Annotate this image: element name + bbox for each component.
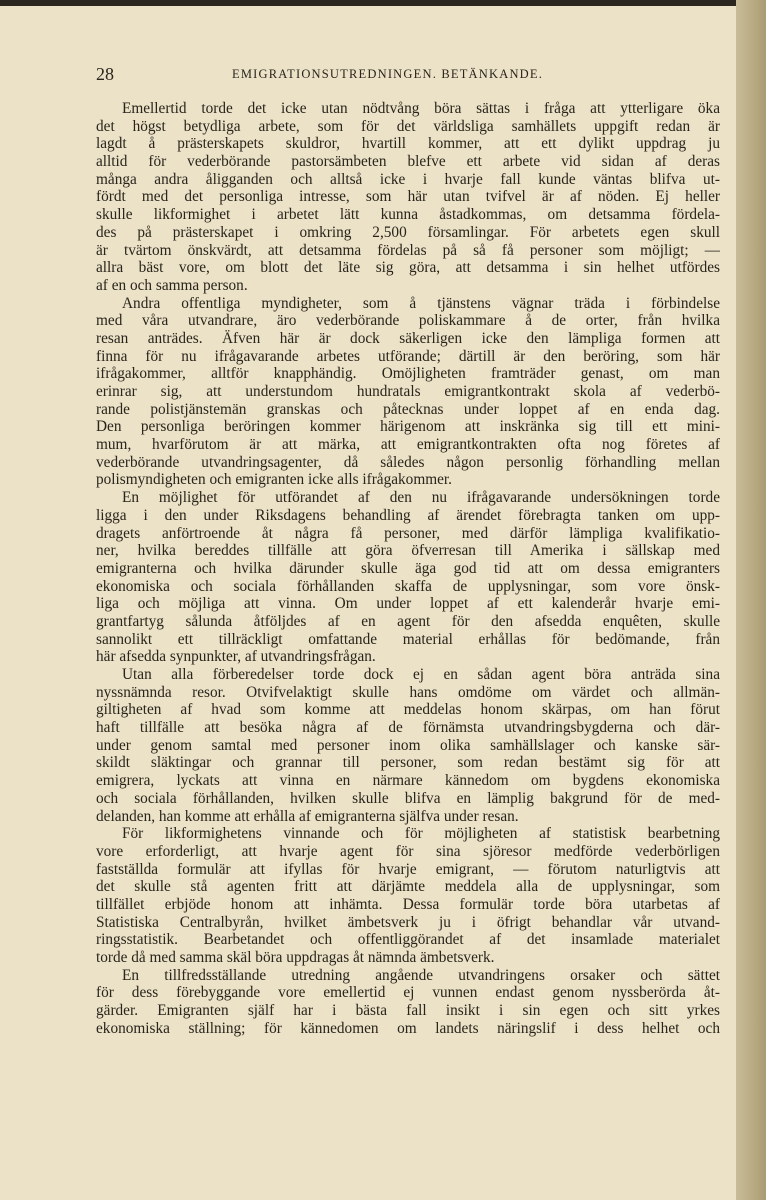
text-line: polismyndigheten och emigranten icke alls ifrågakommer. [96, 471, 452, 489]
text-line: ringsstatistik. Bearbetandet och offentliggörandet af det insamlade materialet [96, 931, 720, 949]
text-line: Den personliga beröringen kommer härigenom att inskränka sig till ett mini- [96, 418, 720, 436]
text-line: alltid för vederbörande pastorsämbeten blefve ett arbete vid sidan af deras [96, 153, 720, 171]
body-text [96, 100, 720, 1037]
text-line: ekonomiska ställning; för kännedomen om landets näringslif i dess helhet och [96, 1019, 720, 1037]
paragraph [96, 489, 720, 666]
text-line: här afsedda synpunkter, af utvandringsfrågan. [96, 648, 376, 666]
text-line: haft tillfälle att besöka några af de förnämsta utvandringsbygderna och där- [96, 719, 720, 737]
text-line: dragets anförtroende åt några få personer, med därför lämpliga kvalifikatio- [96, 524, 720, 542]
paragraph [96, 967, 720, 1038]
text-line: nyssnämnda resor. Otvifvelaktigt skulle hans omdöme om värdet och allmän- [96, 683, 720, 701]
text-line: det högst betydliga arbete, som för det världsliga samhällets uppgift redan är [96, 117, 720, 135]
text-line: af en och samma person. [96, 276, 248, 294]
text-line: lagdt å prästerskapets skuldror, hvartill kommer, att ett dylikt uppdrag ju [96, 135, 720, 153]
text-line: ner, hvilka bereddes tillfälle att göra öfverresan till Amerika i sällskap med [96, 542, 720, 560]
text-line: emigrera, lyckats att vinna en närmare kännedom om bygdens ekonomiska [96, 772, 720, 790]
page-number: 28 [96, 64, 114, 84]
text-line: mum, hvarförutom är att märka, att emigrantkontrakten ofta nog företes af [96, 436, 720, 454]
text-line: En möjlighet för utförandet af den nu ifrågavarande undersökningen torde [122, 489, 720, 507]
text-line: resan anträdes. Äfven här är dock säkerligen icke den lämpliga formen att [96, 329, 720, 347]
paragraph [96, 100, 720, 295]
text-line: ekonomiska och sociala förhållanden skaffa de upplysningar, som vore önsk- [96, 577, 720, 595]
text-line: liga och möjliga att vinna. Om under loppet af ett kalenderår hvarje emi- [96, 595, 720, 613]
text-line: Utan alla förberedelser torde dock ej en sådan agent böra anträda sina [122, 666, 720, 683]
text-line: är tvärtom önskvärdt, att detsamma fördelas på så få personer som möjligt; — [96, 241, 720, 259]
text-line: tillfället erbjöde honom att inhämta. Dessa formulär torde böra utarbetas af [96, 895, 720, 913]
text-line: Emellertid torde det icke utan nödtvång böra sättas i fråga att ytterligare öka [122, 100, 720, 117]
text-line: des på prästerskapet i omkring 2,500 församlingar. För arbetets egen skull [96, 223, 720, 241]
running-head: EMIGRATIONSUTREDNINGEN. BETÄNKANDE. [232, 67, 544, 81]
paragraph [96, 295, 720, 490]
text-line: allra bäst vore, om blott det läte sig göra, att detsamma i sin helhet utfördes [96, 259, 720, 277]
text-line: grantfartyg sålunda åtföljdes af en agent för den afsedda enquêten, skulle [96, 612, 720, 630]
text-line: under genom samtal med personer inom olika samhällslager och kanske sär- [96, 736, 720, 754]
text-line: det skulle stå agenten fritt att därjämte meddela alla de upplysningar, som [96, 878, 720, 896]
text-line: ifrågakommer, alltför knapphändig. Omöjligheten framträder genast, om man [96, 365, 720, 383]
text-line: gärder. Emigranten själf har i bästa fall insikt i sin egen och sitt yrkes [96, 1002, 720, 1020]
text-line: En tillfredsställande utredning angående utvandringens orsaker och sättet [122, 966, 720, 984]
text-line: många andra åligganden och alltså icke i hvarje fall kunde väntas blifva ut- [96, 170, 720, 188]
text-line: fördt med det personliga intresse, som här utan tvifvel är af nöden. Ej heller [96, 188, 720, 206]
text-line: för dess förebyggande vore emellertid ej vunnen endast genom nyssberörda åt- [96, 984, 720, 1002]
text-line: och sociala förhållanden, hvilken skulle blifva en lämplig bakgrund för de med- [96, 789, 720, 807]
text-line: giltigheten af hvad som komme att meddelas honom skärpas, om han förut [96, 701, 720, 719]
text-line: vederbörande utvandringsagenter, då således någon personlig förhandling mellan [96, 453, 720, 471]
text-line: Andra offentliga myndigheter, som å tjänstens vägnar träda i förbindelse [122, 294, 720, 312]
text-line: emigranterna och hvilka därunder skulle äga god tid att om dessa emigranters [96, 559, 720, 577]
text-line: delanden, han komme att erhålla af emigranterna själfva under resan. [96, 807, 519, 825]
text-line: sannolikt ett tillräckligt omfattande material erhållas för bedömande, från [96, 630, 720, 648]
text-line: torde då med samma skäl böra uppdragas åt nämnda ämbetsverk. [96, 949, 495, 966]
text-line: skulle likformighet i arbetet lätt kunna åstadkommas, om detsamma fördela- [96, 206, 720, 224]
paragraph [96, 666, 720, 825]
text-line: fastställda formulär att ifyllas för hvarje emigrant, — förutom naturligtvis att [96, 860, 720, 878]
page-header [96, 64, 720, 88]
paragraph [96, 825, 720, 967]
text-line: ligga i den under Riksdagens behandling af ärendet förebragta tanken om upp- [96, 506, 720, 524]
text-line: För likformighetens vinnande och för möjligheten af statistisk bearbetning [122, 825, 720, 843]
text-line: erinrar sig, att understundom hundratals emigrantkontrakt skola af vederbö- [96, 383, 720, 400]
text-line: finna för nu ifrågavarande arbetes utförande; därtill är den beröring, som här [96, 347, 720, 365]
text-line: Statistiska Centralbyrån, hvilket ämbetsverk ju i öfrigt behandlar vår utvand- [96, 913, 720, 931]
text-line: vore erforderligt, att hvarje agent för sina sjöresor medförde vederbörligen [96, 842, 720, 860]
text-line: med våra utvandrare, äro vederbörande poliskammare å de orter, från hvilka [96, 312, 720, 330]
text-line: rande polistjänstemän granskas och påtecknas under loppet af en enda dag. [96, 400, 720, 418]
page-edge [736, 0, 766, 1200]
text-line: skildt släktingar och grannar till personer, som redan bestämt sig för att [96, 754, 720, 772]
